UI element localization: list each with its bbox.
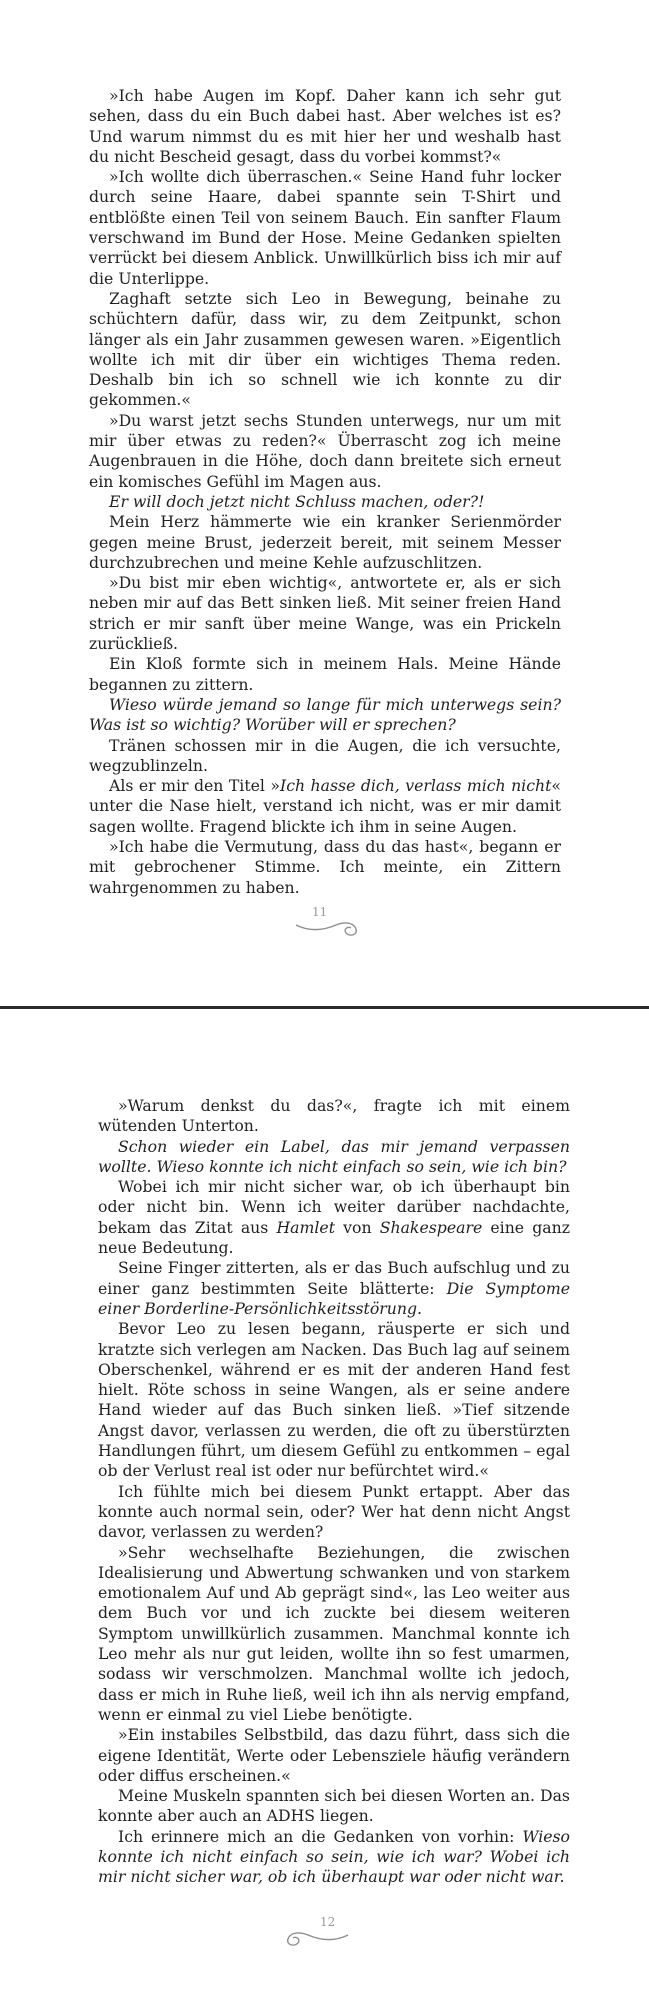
page-number-ornament bbox=[294, 905, 374, 941]
text-run: Seine Finger zitterten, als er das Buch aufschlug und zu einer ganz bestimmten Seite blätterte: bbox=[98, 1258, 570, 1298]
work-title: Hamlet bbox=[276, 1217, 336, 1237]
paragraph: Meine Muskeln spannten sich bei diesen Worten an. Das konnte aber auch an ADHS liegen. bbox=[98, 1786, 570, 1826]
page-11-body bbox=[89, 86, 561, 898]
page-number: 11 bbox=[312, 905, 328, 919]
swirl-ornament-icon bbox=[270, 1927, 350, 1949]
text-run: von bbox=[335, 1217, 380, 1237]
paragraph bbox=[89, 776, 561, 837]
paragraph bbox=[89, 492, 561, 512]
paragraph: »Ich habe Augen im Kopf. Daher kann ich sehr gut sehen, dass du ein Buch dabei hast. Aber welches ist es? Und warum nimmst du es mit hier her und weshalb hast du nicht Bescheid gesagt, dass du vorbei kommst?« bbox=[89, 86, 561, 166]
paragraph: »Du warst jetzt sechs Stunden unterwegs, nur um mit mir über etwas zu reden?« Überrascht zog ich meine Augenbrauen in die Höhe, doch dann breitete sich erneut ein komisches Gefühl im Magen aus. bbox=[89, 410, 561, 491]
page-divider bbox=[0, 1006, 649, 1009]
paragraph: »Ich wollte dich überraschen.« Seine Hand fuhr locker durch seine Haare, dabei spannte sein T-Shirt und entblößte einen Teil von seinem Bauch. Ein sanfter Flaum verschwand im Bund der Hose. Meine Gedanken spielten verrückt bei diesem Anblick. Unwillkürlich biss ich mir auf die Unterlippe. bbox=[89, 167, 561, 288]
page-number: 12 bbox=[320, 1915, 336, 1929]
page-12-body bbox=[98, 1096, 570, 1888]
paragraph bbox=[98, 1827, 570, 1888]
paragraph: »Sehr wechselhafte Beziehungen, die zwischen Idealisierung und Abwertung schwanken und von starkem emotionalem Auf und Ab geprägt sind«, las Leo weiter aus dem Buch vor und ich zuckte bei diesem weiteren Symptom unwillkürlich zusammen. Manchmal konnte ich Leo mehr als nur gut leiden, wollte ihn so fest umarmen, sodass wir verschmolzen. Manchmal wollte ich jedoch, dass er mich in Ruhe ließ, weil ich ihn als nervig empfand, wenn er einmal zu viel Liebe benötigte. bbox=[98, 1542, 570, 1724]
book-page-11 bbox=[0, 0, 649, 1000]
paragraph: Zaghaft setzte sich Leo in Bewegung, beinahe zu schüchtern dafür, dass wir, zu dem Zeitpunkt, schon länger als ein Jahr zusammen gewesen waren. »Eigentlich wollte ich mit dir über ein wichtiges Thema reden. Deshalb bin ich so schnell wie ich konnte zu dir gekommen.« bbox=[89, 288, 561, 410]
paragraph: »Ein instabiles Selbstbild, das dazu führt, dass sich die eigene Identität, Werte oder Lebensziele häufig verändern oder diffus erscheinen.« bbox=[98, 1725, 570, 1785]
text-run: Wobei ich mir nicht sicher war, ob ich überhaupt bin oder nicht bin. Wenn ich weiter darüber nachdachte, bekam das Zitat aus bbox=[98, 1177, 570, 1237]
text-run: eine ganz neue Bedeutung. bbox=[98, 1217, 570, 1258]
paragraph: »Warum denkst du das?«, fragte ich mit einem wütenden Unterton. bbox=[98, 1096, 570, 1136]
text-run: Ich erinnere mich an die Gedanken von vorhin: bbox=[118, 1826, 523, 1846]
paragraph bbox=[89, 695, 561, 736]
page-number-ornament bbox=[270, 1915, 350, 1951]
paragraph: »Du bist mir eben wichtig«, antwortete er, als er sich neben mir auf das Bett sinken ließ. Mit seiner freien Hand strich er mir sanft über meine Wange, was ein Prickeln zurückließ. bbox=[89, 573, 561, 654]
text-run: « unter die Nase hielt, verstand ich nicht, was er mir damit sagen wollte. Fragend blickte ich ihm in seine Augen. bbox=[89, 776, 561, 836]
italic-thought: Wieso würde jemand so lange für mich unterwegs sein? Was ist so wichtig? Worüber will er sprechen? bbox=[89, 694, 561, 735]
paragraph: »Ich habe die Vermutung, dass du das hast«, begann er mit gebrochener Stimme. Ich meinte, ein Zittern wahrgenommen zu haben. bbox=[89, 836, 561, 897]
book-title: Ich hasse dich, verlass mich nicht bbox=[280, 776, 552, 796]
paragraph bbox=[98, 1137, 570, 1178]
italic-thought: Schon wieder ein Label, das mir jemand verpassen wollte. Wieso konnte ich nicht einfach so sein, wie ich bin? bbox=[98, 1136, 570, 1176]
paragraph: Mein Herz hämmerte wie ein kranker Serienmörder gegen meine Brust, jederzeit bereit, mit seinem Messer durchzubrechen und meine Kehle aufzuschlitzen. bbox=[89, 512, 561, 572]
author-name: Shakespeare bbox=[379, 1217, 483, 1237]
paragraph: Ein Kloß formte sich in meinem Hals. Meine Hände begannen zu zittern. bbox=[89, 654, 561, 694]
paragraph: Ich fühlte mich bei diesem Punkt ertappt. Aber das konnte auch normal sein, oder? Wer hat denn nicht Angst davor, verlassen zu werden? bbox=[98, 1481, 570, 1542]
paragraph: Bevor Leo zu lesen begann, räusperte er sich und kratzte sich verlegen am Nacken. Das Buch lag auf seinem Oberschenkel, während er es mit der anderen Hand fest hielt. Röte schoss in seine Wangen, als er seine andere Hand wieder auf das Buch sinken ließ. »Tief sitzende Angst davor, verlassen zu werden, die oft zu überstürzten Handlungen führt, um diesem Gefühl zu entkommen – egal ob der Verlust real ist oder nur befürchtet wird.« bbox=[98, 1319, 570, 1481]
italic-thought: Wieso konnte ich nicht einfach so sein, wie ich war? Wobei ich mir nicht sicher war, ob ich überhaupt war oder nicht war. bbox=[98, 1826, 570, 1887]
paragraph bbox=[98, 1258, 570, 1319]
book-page-12 bbox=[0, 1010, 649, 2010]
paragraph bbox=[98, 1177, 570, 1258]
swirl-ornament-icon bbox=[294, 917, 374, 939]
italic-thought: Er will doch jetzt nicht Schluss machen, oder?! bbox=[109, 491, 485, 511]
chapter-title: Die Symptome einer Borderline-Persönlichkeitsstörung. bbox=[98, 1278, 570, 1318]
paragraph: Tränen schossen mir in die Augen, die ich versuchte, wegzublinzeln. bbox=[89, 735, 561, 775]
text-run: Als er mir den Titel » bbox=[109, 776, 280, 796]
